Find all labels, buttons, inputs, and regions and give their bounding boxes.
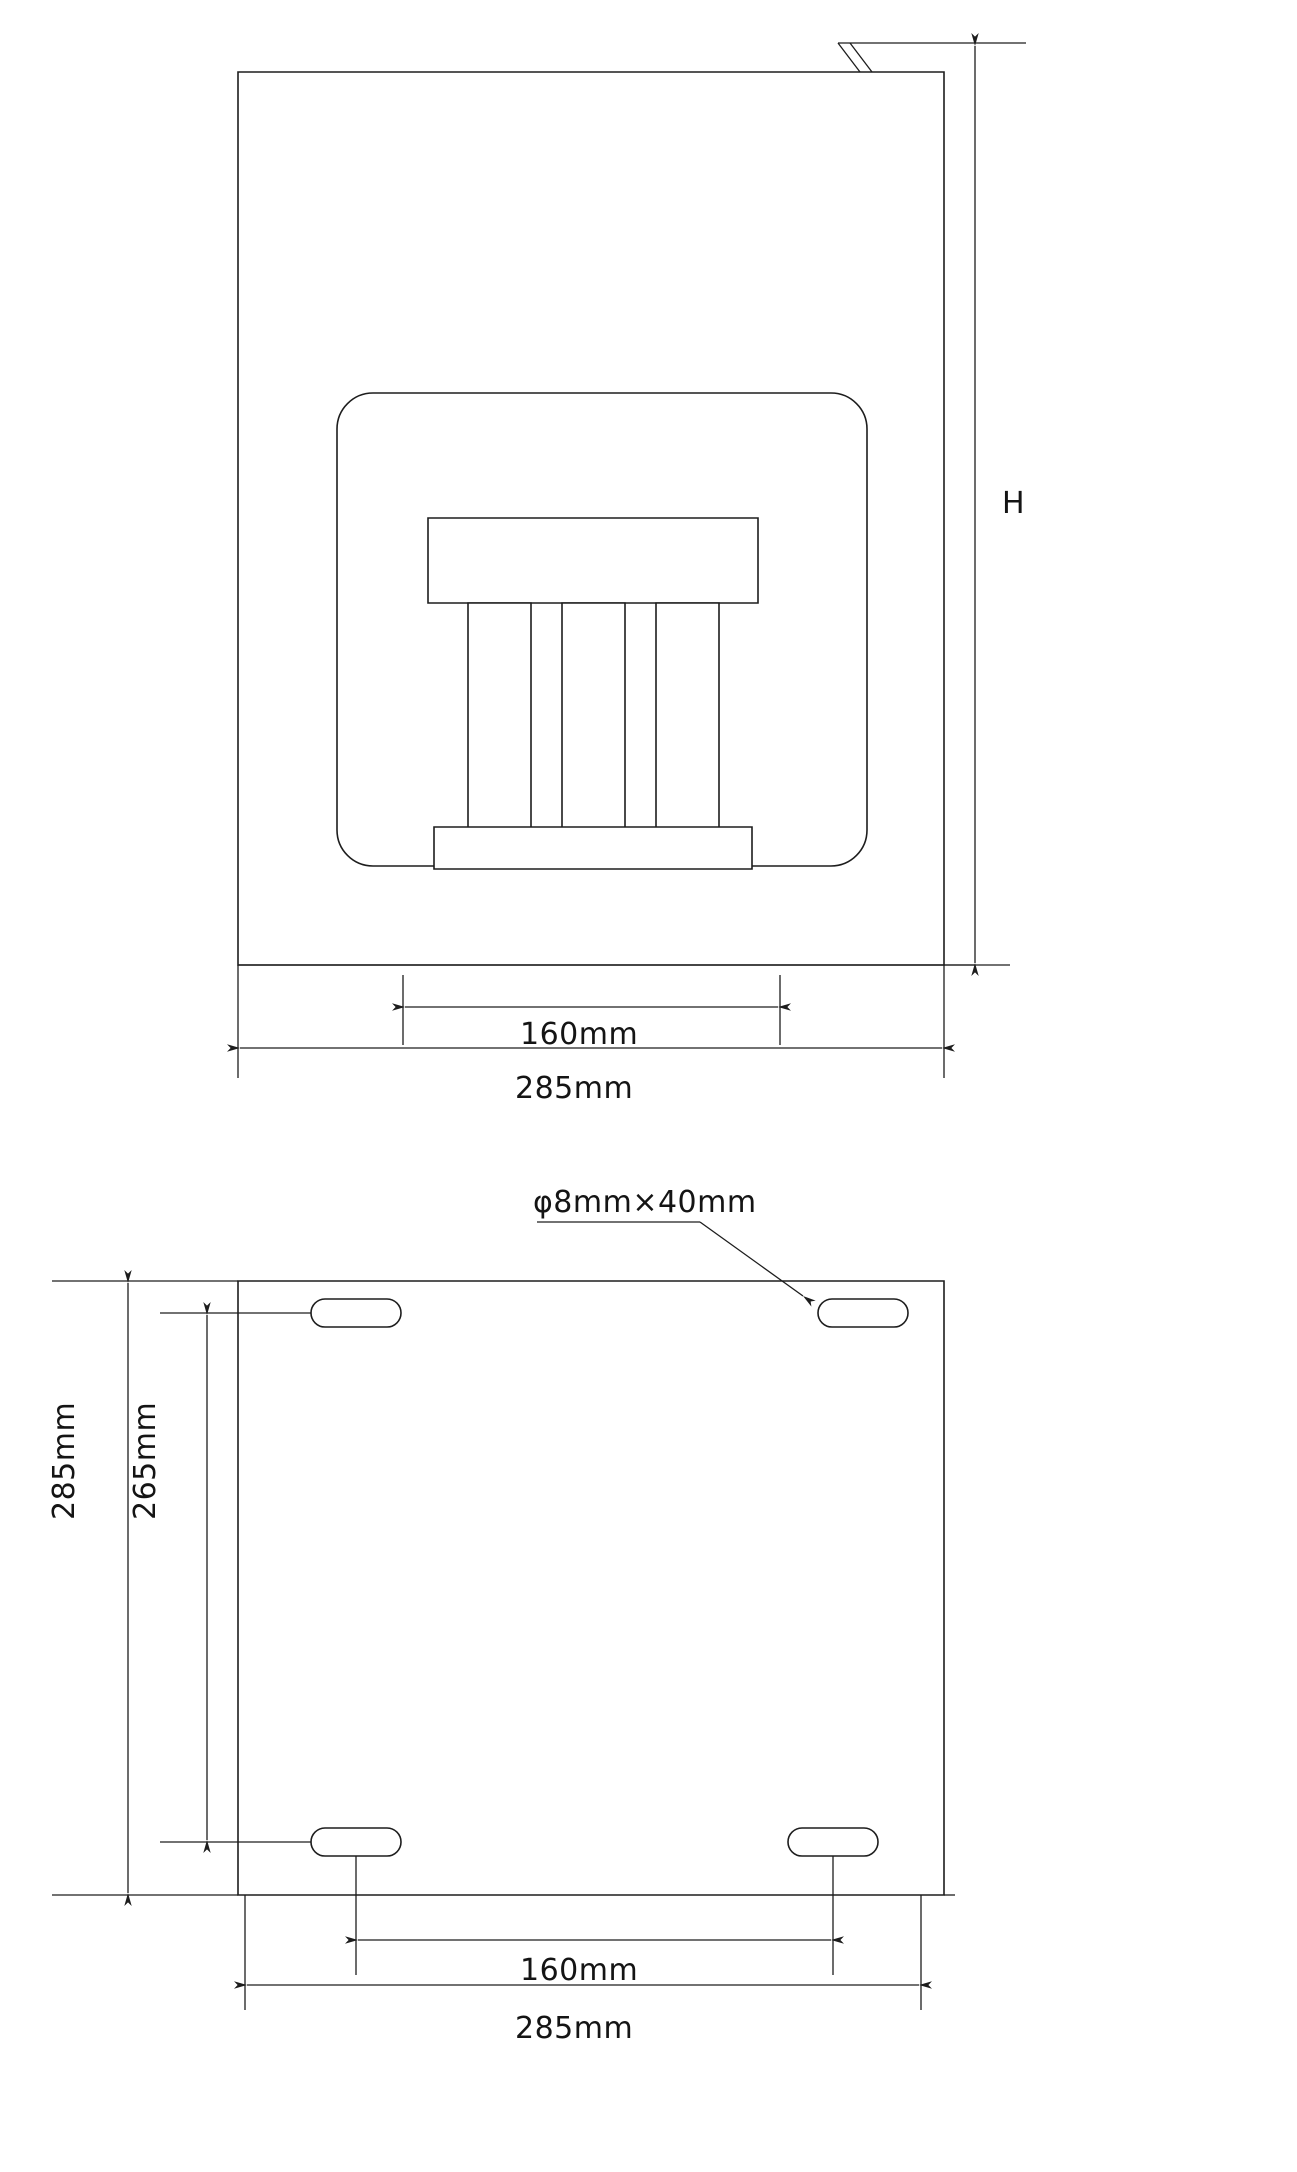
dim-285-vertical-label: 285mm <box>47 1401 82 1520</box>
front-view <box>238 43 1041 1106</box>
dim-b160-label: 160mm <box>520 1953 639 1988</box>
lamp-tube-right <box>656 603 719 843</box>
dim-265-label: 265mm <box>128 1401 163 1520</box>
flange-bevel-line-2 <box>850 43 872 72</box>
dimension-height-h <box>944 46 1041 965</box>
dim-285-label: 285mm <box>515 1071 634 1106</box>
dim-160-label: 160mm <box>520 1017 639 1052</box>
slot-bottom-left <box>311 1828 401 1856</box>
dimension-front-160 <box>403 975 780 1052</box>
slot-top-right <box>818 1299 908 1327</box>
slot-bottom-right <box>788 1828 878 1856</box>
dimension-top-285-vertical <box>47 1283 128 1893</box>
slot-note-label: φ8mm×40mm <box>533 1185 757 1220</box>
lamp-bottom-bar <box>434 827 752 869</box>
slot-note-leader <box>533 1185 803 1296</box>
dim-b285-label: 285mm <box>515 2011 634 2046</box>
flange-bevel-line <box>838 43 860 72</box>
lamp-tube-center <box>562 603 625 843</box>
lamp-top-bar <box>428 518 758 603</box>
top-view <box>47 1185 955 2046</box>
dim-h-label: H <box>1002 486 1026 521</box>
slot-top-left <box>311 1299 401 1327</box>
top-plate-outline <box>238 1281 944 1895</box>
lamp-tube-left <box>468 603 531 843</box>
